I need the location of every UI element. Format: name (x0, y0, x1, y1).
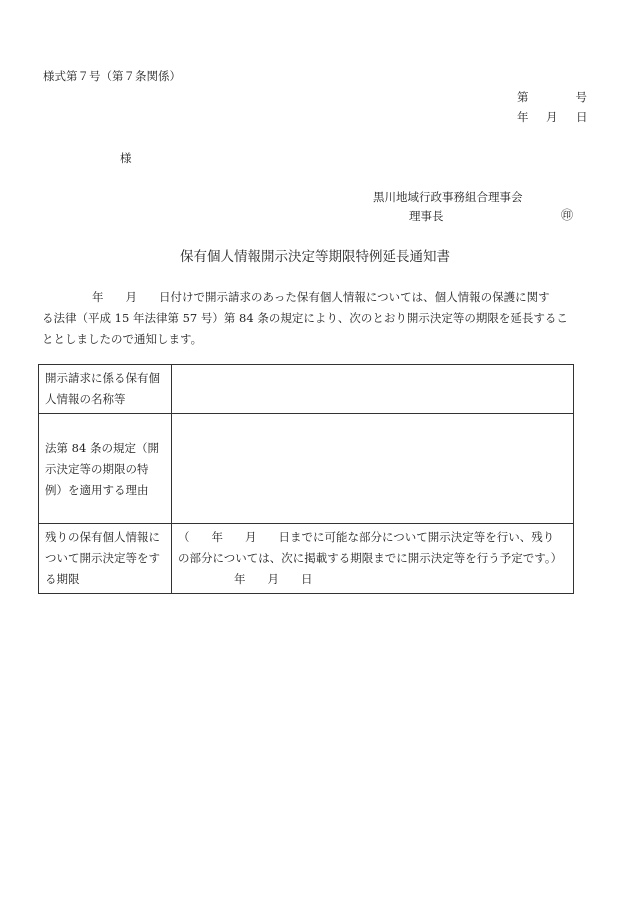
row3-deadline-month: 月 (267, 572, 279, 586)
row3-value (172, 524, 574, 594)
document-number (517, 89, 587, 105)
row3-header: 残りの保有個人情報について開示決定等をする期限 (39, 524, 172, 594)
row1-header: 開示請求に係る保有個人情報の名称等 (39, 365, 172, 414)
table-row (39, 524, 574, 594)
row3-month: 月 (245, 530, 257, 544)
row3-line-2: の部分については、次に掲載する期限までに開示決定等を行う予定です。） (178, 551, 563, 565)
notice-body (42, 287, 588, 350)
row3-year: 年 (211, 530, 223, 544)
issue-date-year: 年 (517, 110, 529, 124)
row3-line-1-rest: 日までに可能な部分について開示決定等を行い、残り (278, 530, 555, 544)
row3-deadline-year: 年 (234, 572, 246, 586)
row2-value (172, 414, 574, 524)
issue-date-day: 日 (576, 110, 588, 124)
body-date-month: 月 (125, 290, 137, 304)
issuer-title: 理事長 (409, 209, 444, 223)
body-line-1-rest: 日付けで開示請求のあった保有個人情報については、個人情報の保護に関す (159, 290, 550, 304)
notice-table (38, 364, 574, 594)
row1-value (172, 365, 574, 414)
document-title: 保有個人情報開示決定等期限特例延長通知書 (180, 249, 450, 265)
issue-date-month: 月 (546, 110, 558, 124)
body-line-2: る法律（平成 15 年法律第 57 号）第 84 条の規定により、次のとおり開示決定等の期限を延長するこ (42, 311, 568, 325)
issuer-organization: 黒川地域行政事務組合理事会 (373, 190, 523, 204)
row3-line-1 (178, 527, 567, 548)
body-line-1 (42, 287, 588, 308)
form-number: 様式第７号（第７条関係） (43, 69, 181, 83)
table-row (39, 414, 574, 524)
row3-deadline (178, 569, 567, 590)
table-row (39, 365, 574, 414)
body-line-3: ととしましたので通知します。 (42, 332, 203, 346)
row3-deadline-day: 日 (301, 572, 313, 586)
body-date-year: 年 (92, 290, 104, 304)
row2-header: 法第 84 条の規定（開示決定等の期限の特例）を適用する理由 (39, 414, 172, 524)
document-number-go: 号 (575, 90, 587, 104)
row3-open-paren: （ (178, 530, 190, 544)
document-number-dai: 第 (517, 90, 529, 104)
seal-mark: ㊞ (561, 208, 574, 222)
addressee-suffix: 様 (120, 151, 132, 165)
